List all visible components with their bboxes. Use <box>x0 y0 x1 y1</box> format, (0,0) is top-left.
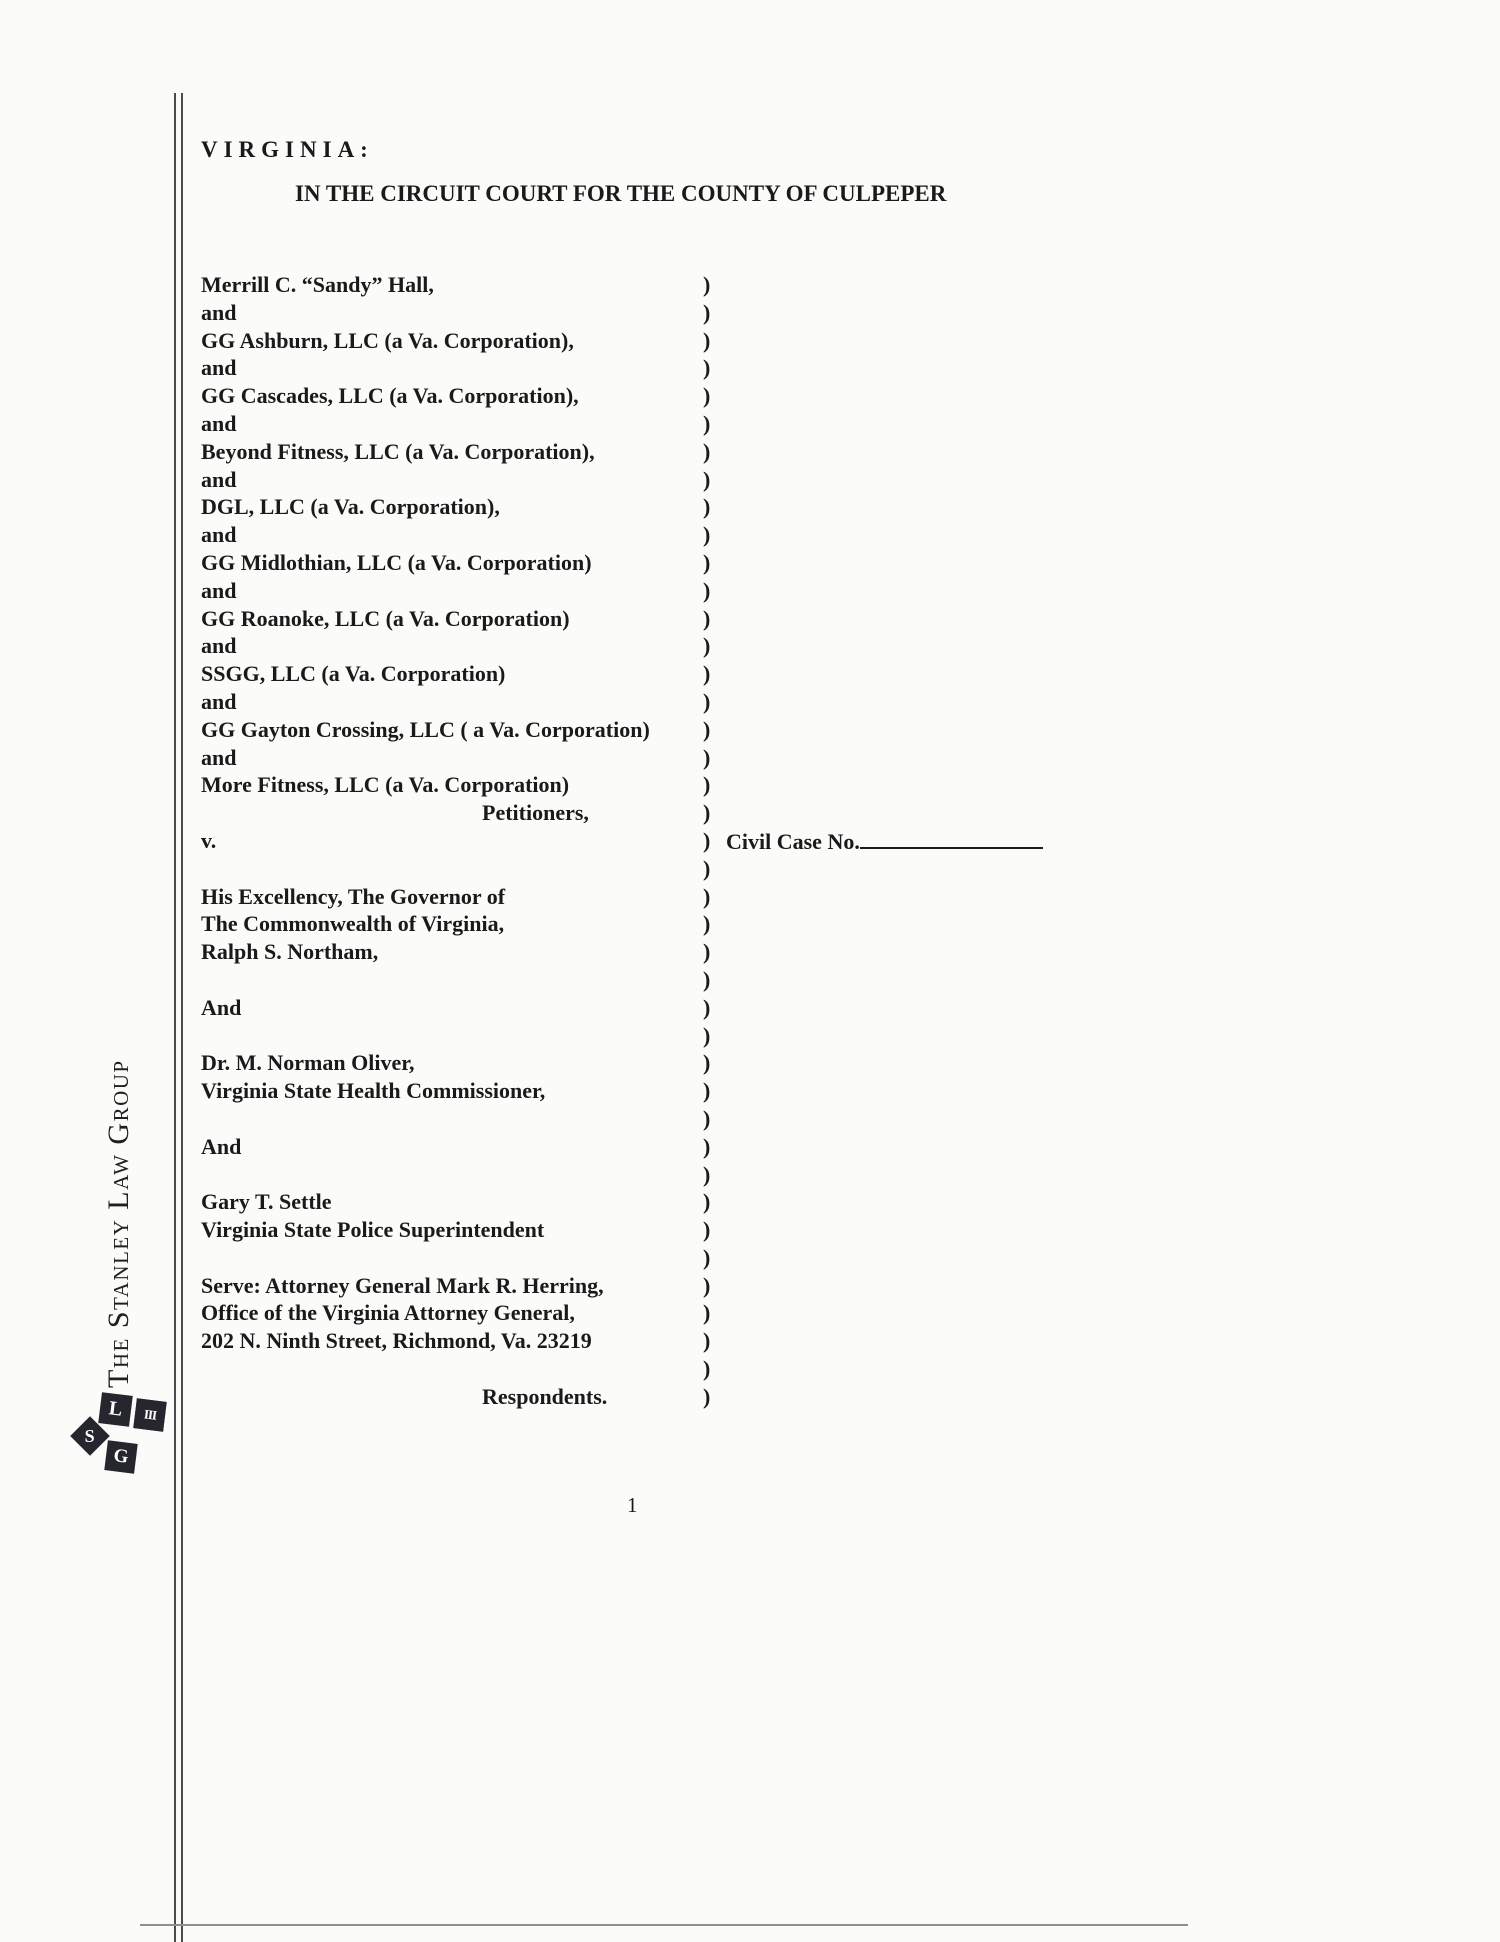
caption-line-text: And <box>201 1133 242 1159</box>
caption-paren: ) <box>703 1356 711 1382</box>
caption-paren: ) <box>703 1189 711 1215</box>
caption-row <box>201 1328 1101 1356</box>
caption-paren: ) <box>703 911 711 937</box>
caption-paren: ) <box>703 549 711 575</box>
court-title: IN THE CIRCUIT COURT FOR THE COUNTY OF CULPEPER <box>295 181 947 206</box>
caption-row <box>201 355 1101 383</box>
caption-paren: ) <box>703 1244 711 1270</box>
caption-paren: ) <box>703 716 711 742</box>
caption-paren: ) <box>703 327 711 353</box>
caption-row <box>201 439 1101 467</box>
caption-paren: ) <box>703 1105 711 1131</box>
caption-line-text: GG Cascades, LLC (a Va. Corporation), <box>201 383 579 409</box>
caption-line-text: Ralph S. Northam, <box>201 939 379 965</box>
state-header: VIRGINIA: <box>201 137 374 162</box>
caption-paren: ) <box>703 1050 711 1076</box>
caption-line-text: Virginia State Health Commissioner, <box>201 1078 546 1104</box>
scan-edge-line <box>140 1924 1188 1926</box>
caption-row <box>201 300 1101 328</box>
caption-row <box>201 272 1101 300</box>
caption-row <box>201 745 1101 773</box>
logo-tile-iii <box>133 1398 166 1431</box>
caption-paren: ) <box>703 605 711 631</box>
caption-line-text: SSGG, LLC (a Va. Corporation) <box>201 661 506 687</box>
caption-row <box>201 1384 1101 1412</box>
page-margin-rule <box>174 93 183 1942</box>
case-caption <box>201 272 1101 1412</box>
civil-case-blank-line <box>860 828 1043 849</box>
law-firm-logo <box>70 1390 170 1490</box>
caption-row <box>201 772 1101 800</box>
caption-paren: ) <box>703 633 711 659</box>
caption-row <box>201 1356 1101 1384</box>
caption-row <box>201 494 1101 522</box>
caption-paren: ) <box>703 1383 711 1409</box>
caption-line-text: and <box>201 633 237 659</box>
caption-paren: ) <box>703 939 711 965</box>
caption-paren: ) <box>703 1272 711 1298</box>
caption-line-text: and <box>201 355 237 381</box>
caption-row <box>201 1189 1101 1217</box>
caption-line-text: Beyond Fitness, LLC (a Va. Corporation), <box>201 438 595 464</box>
page-number: 1 <box>627 1493 638 1517</box>
caption-line-text: and <box>201 577 237 603</box>
caption-row <box>201 995 1101 1023</box>
caption-paren: ) <box>703 744 711 770</box>
caption-paren: ) <box>703 299 711 325</box>
caption-row <box>201 884 1101 912</box>
caption-row <box>201 1162 1101 1190</box>
caption-paren: ) <box>703 661 711 687</box>
civil-case-label: Civil Case No. <box>726 828 860 854</box>
caption-row <box>201 1134 1101 1162</box>
caption-line-text: GG Roanoke, LLC (a Va. Corporation) <box>201 605 570 631</box>
caption-line-text: Respondents. <box>482 1383 608 1409</box>
caption-row <box>201 800 1101 828</box>
caption-paren: ) <box>703 1328 711 1354</box>
caption-line-text: and <box>201 744 237 770</box>
caption-paren: ) <box>703 1161 711 1187</box>
caption-line-text: His Excellency, The Governor of <box>201 883 506 909</box>
caption-line-text: v. <box>201 827 217 853</box>
caption-row <box>201 578 1101 606</box>
caption-paren: ) <box>703 466 711 492</box>
caption-paren: ) <box>703 772 711 798</box>
caption-paren: ) <box>703 1300 711 1326</box>
caption-line-text: DGL, LLC (a Va. Corporation), <box>201 494 500 520</box>
caption-line-text: GG Midlothian, LLC (a Va. Corporation) <box>201 549 592 575</box>
caption-line-text: Virginia State Police Superintendent <box>201 1217 545 1243</box>
caption-paren: ) <box>703 410 711 436</box>
caption-paren: ) <box>703 522 711 548</box>
caption-line-text: Merrill C. “Sandy” Hall, <box>201 272 434 297</box>
caption-paren: ) <box>703 1022 711 1048</box>
caption-line-text: GG Ashburn, LLC (a Va. Corporation), <box>201 327 574 353</box>
logo-tile-g <box>104 1440 137 1473</box>
caption-paren: ) <box>703 855 711 881</box>
caption-paren: ) <box>703 355 711 381</box>
caption-row <box>201 1245 1101 1273</box>
caption-row <box>201 1023 1101 1051</box>
caption-line-text: 202 N. Ninth Street, Richmond, Va. 23219 <box>201 1328 592 1354</box>
law-firm-name: The Stanley Law Group <box>102 1059 135 1388</box>
caption-row <box>201 967 1101 995</box>
caption-line-text: and <box>201 299 237 325</box>
caption-row <box>201 939 1101 967</box>
caption-paren: ) <box>703 1078 711 1104</box>
logo-letter-s: S <box>84 1425 96 1446</box>
caption-line-text: and <box>201 466 237 492</box>
caption-paren: ) <box>703 438 711 464</box>
civil-case-number <box>726 828 1043 855</box>
caption-paren: ) <box>703 966 711 992</box>
caption-paren: ) <box>703 800 711 826</box>
caption-row <box>201 911 1101 939</box>
caption-paren: ) <box>703 1133 711 1159</box>
caption-row <box>201 1300 1101 1328</box>
caption-line-text: More Fitness, LLC (a Va. Corporation) <box>201 772 570 798</box>
caption-line-text: Serve: Attorney General Mark R. Herring, <box>201 1272 604 1298</box>
caption-paren: ) <box>703 827 711 853</box>
caption-row <box>201 522 1101 550</box>
caption-line-text: Petitioners, <box>482 800 589 826</box>
caption-paren: ) <box>703 994 711 1020</box>
logo-tile-l <box>98 1392 133 1427</box>
caption-line-text: and <box>201 688 237 714</box>
caption-row <box>201 328 1101 356</box>
logo-letter-g: G <box>112 1445 130 1468</box>
caption-row <box>201 661 1101 689</box>
caption-row <box>201 1273 1101 1301</box>
caption-row <box>201 1106 1101 1134</box>
caption-row <box>201 717 1101 745</box>
caption-line-text: And <box>201 994 242 1020</box>
caption-line-text: GG Gayton Crossing, LLC ( a Va. Corporation) <box>201 716 650 742</box>
caption-line-text: Office of the Virginia Attorney General, <box>201 1300 575 1326</box>
caption-paren: ) <box>703 688 711 714</box>
logo-letter-iii: III <box>143 1406 158 1423</box>
caption-row <box>201 633 1101 661</box>
caption-paren: ) <box>703 383 711 409</box>
caption-paren: ) <box>703 494 711 520</box>
caption-paren: ) <box>703 577 711 603</box>
caption-row <box>201 1050 1101 1078</box>
caption-row <box>201 689 1101 717</box>
caption-line-text: Dr. M. Norman Oliver, <box>201 1050 415 1076</box>
caption-row <box>201 383 1101 411</box>
caption-line-text: and <box>201 410 237 436</box>
caption-paren: ) <box>703 883 711 909</box>
caption-line-text: The Commonwealth of Virginia, <box>201 911 505 937</box>
caption-row <box>201 1078 1101 1106</box>
caption-paren: ) <box>703 272 711 297</box>
caption-row <box>201 1217 1101 1245</box>
caption-line-text: Gary T. Settle <box>201 1189 332 1215</box>
caption-row <box>201 550 1101 578</box>
caption-row <box>201 606 1101 634</box>
caption-line-text: and <box>201 522 237 548</box>
caption-row <box>201 411 1101 439</box>
caption-row <box>201 856 1101 884</box>
logo-letter-l: L <box>107 1397 124 1421</box>
caption-row <box>201 828 1101 856</box>
caption-row <box>201 467 1101 495</box>
caption-paren: ) <box>703 1217 711 1243</box>
